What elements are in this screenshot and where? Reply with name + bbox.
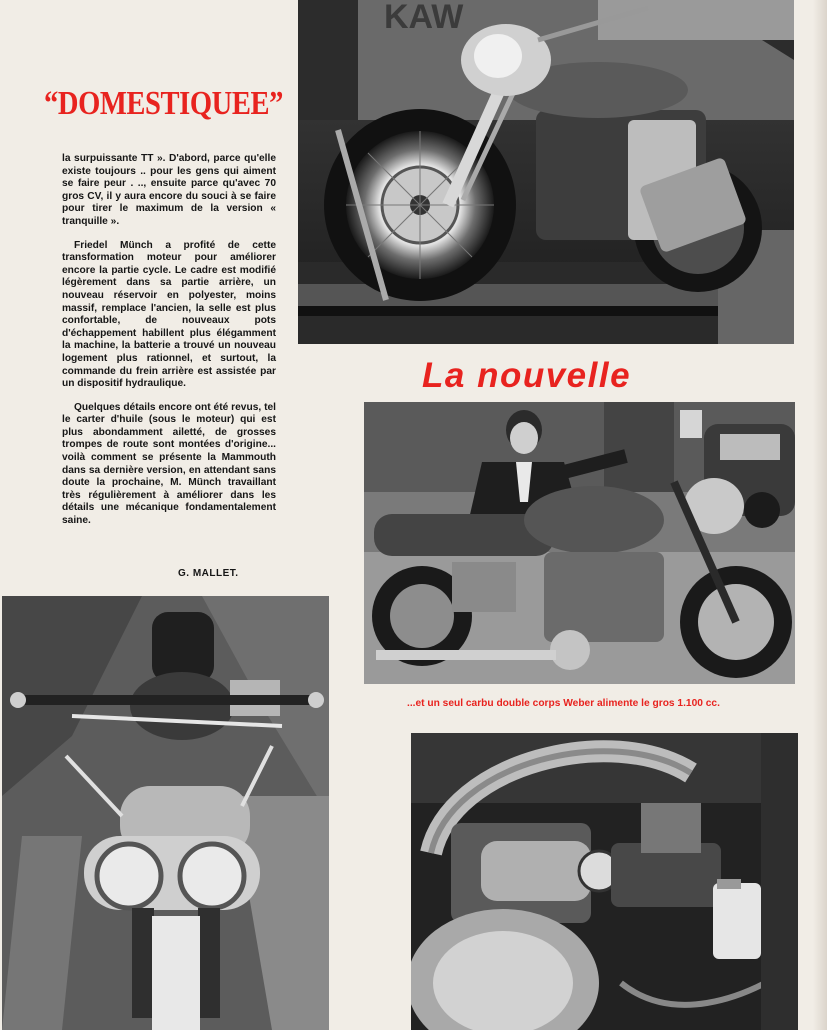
photo-engine-closeup — [411, 733, 798, 1030]
page-edge-shadow — [813, 0, 827, 1030]
article-title: “DOMESTIQUEE” — [44, 85, 283, 122]
kaw-sign-text: KAW — [384, 0, 464, 36]
paragraph-2: Friedel Münch a profité de cette transformation moteur pour améliorer encore la partie cycle. Le cadre est modifié légèrement dans sa partie arrière, un nouveau réservoir en polyester, moins massif, remplace l'ancien, la selle est plus confortable, de nouveaux pots d'échappement habillent plus élégamment la machine, la batterie a trouvé un nouveau logement plus rationnel, et surtout, la commande du frein arrière est assistée par un dispositif hydraulique. — [62, 239, 276, 390]
author-signature: G. MALLET. — [178, 568, 239, 579]
photo-caption: ...et un seul carbu double corps Weber alimente le gros 1.100 cc. — [407, 698, 720, 709]
article-body — [62, 153, 276, 539]
paragraph-1: la surpuissante TT ». D'abord, parce qu'elle existe toujours .. pour les gens qui aiment se faire peur . .., ensuite parce qu'avec 70 gros CV, il y aura encore du souci à se faire pour tirer le maximum de la version « tranquille ». — [62, 153, 276, 227]
section-heading: La nouvelle — [422, 356, 632, 395]
photo-front-view — [2, 596, 329, 1030]
photo-man-with-motorcycle — [364, 402, 795, 684]
paragraph-3: Quelques détails encore ont été revus, tel le carter d'huile (sous le moteur) qui est plus abondamment ailetté, de grosses trompes de route sont montées d'origine... voilà comment se présente la Mammouth dans sa dernière version, en attendant sans doute la prochaine, M. Münch travaillant très régulièrement à améliorer dans les détails une mécanique fondamentalement saine. — [62, 401, 276, 527]
photo-motorcycle-on-trailer — [298, 0, 794, 344]
